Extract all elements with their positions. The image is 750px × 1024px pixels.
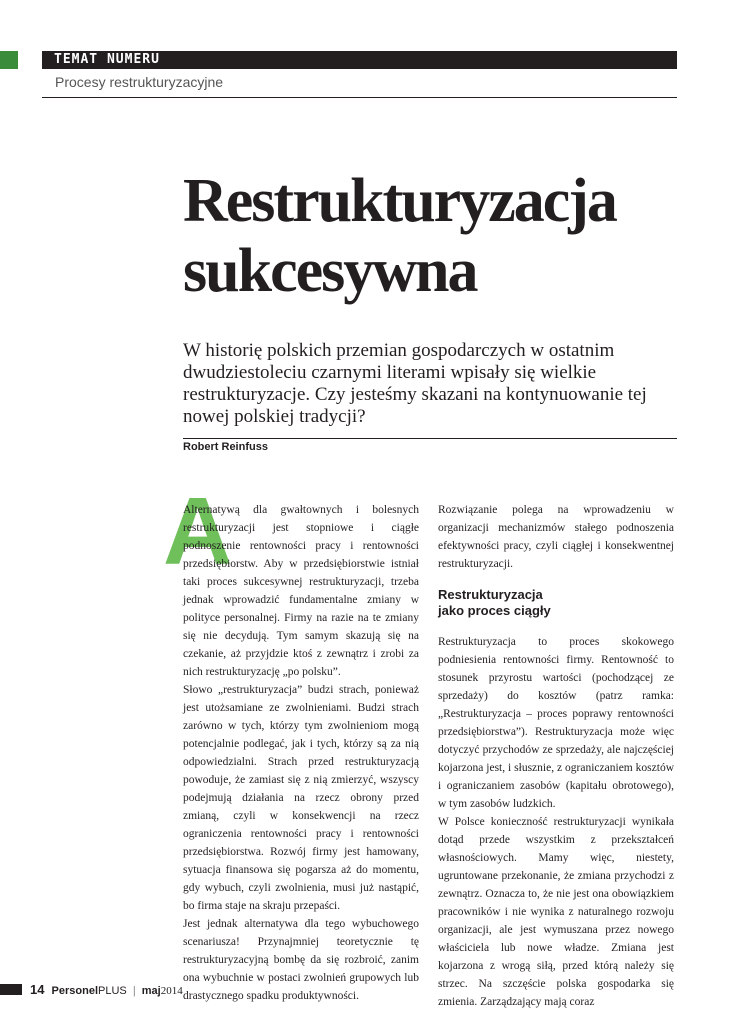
subheading-line-1: Restrukturyzacja	[438, 587, 543, 602]
issue-month: maj	[141, 985, 161, 997]
issue-year: 2014	[160, 985, 183, 997]
section-color-tab	[0, 51, 18, 69]
subheading-line-2: jako proces ciągły	[438, 603, 551, 618]
body-paragraph: Rozwiązanie polega na wprowadzeniu w organizacji mechanizmów stałego podnoszenia efektywności pracy, czyli ciągłej i konsekwentnej restrukturyzacji.	[438, 504, 674, 570]
magazine-name-part-1: Personel	[51, 985, 98, 997]
drop-cap: A	[163, 478, 233, 585]
section-header-bar	[42, 51, 677, 69]
article-column-right	[438, 501, 674, 1011]
body-paragraph: Jest jednak alternatywa dla tego wybuchowego scenariusza! Przynajmniej teoretycznie tę restrukturyzacyjną bombę da się rozbroić, zanim ona wybuchnie w postaci zwolnień grupowych lub drastycznego spadku produktywności.	[183, 918, 419, 1002]
body-paragraph: Alternatywą dla gwałtownych i bolesnych restrukturyzacji jest stopniowe i ciągłe podnoszenie rentowności pracy i rentowności przedsiębiorstw. Aby w przedsiębiorstwie istniał taki proces sukcesywnej restrukturyzacji, trzeba jednak wprowadzić fundamentalne zmiany w polityce personalnej. Firmy na razie na te zmiany się nie decydują. Tym samym skazują się na czekanie, aż przyjdzie ktoś z zewnątrz i zrobi za nich restrukturyzację „po polsku”.	[183, 504, 419, 678]
lead-divider	[183, 438, 677, 439]
header-divider	[42, 97, 677, 98]
page-footer	[30, 982, 183, 999]
magazine-name-part-2: PLUS	[98, 985, 127, 997]
article-lead: W historię polskich przemian gospodarczych w ostatnim dwudziestoleciu czarnymi literami wpisały się wielkie restrukturyzacje. Czy jesteśmy skazani na kontynuowanie tej nowej polskiej tradycji?	[183, 340, 647, 427]
body-paragraph: W Polsce konieczność restrukturyzacji wynikała dotąd przede wszystkim z przekształceń własnościowych. Mamy więc, niestety, ugruntowane przekonanie, że zmiana przychodzi z zewnątrz. Oznacza to, że nie jest ona obowiązkiem pracowników i nie wynika z naturalnego rozwoju organizacji, ale jest wymuszana przez nowego właściciela lub nowe władze. Zmiana jest kojarzona z wrogą siłą, przed którą należy się strzec. Na szczęście polska gospodarka się zmienia. Zarządzający mają coraz	[438, 816, 674, 1008]
footer-separator: |	[132, 985, 136, 997]
article-title	[183, 166, 616, 306]
title-line-2: sukcesywna	[183, 237, 477, 305]
section-subheading	[438, 587, 674, 619]
body-paragraph: Słowo „restrukturyzacja” budzi strach, ponieważ jest utożsamiane ze zwolnieniami. Budzi strach zarówno w tych, którzy tym zwolnieniom mogą potencjalnie podlegać, jak i tych, którzy są za nią odpowiedzialni. Strach przed restrukturyzacją powoduje, że zamiast się z nią zmierzyć, wszyscy podejmują działania na rzecz obrony przed zmianą, czyli w konsekwencji na rzecz ograniczenia rentowności pracy i rentowności przedsiębiorstwa. Rozwój firmy jest hamowany, sytuacja finansowa się pogarsza aż do momentu, gdy wybuch, czyli zwolnienia, musi już nastąpić, bo firma staje na skraju przepaści.	[183, 684, 419, 912]
article-author: Robert Reinfuss	[183, 441, 268, 453]
page-number: 14	[30, 982, 45, 997]
footer-marker	[0, 984, 22, 995]
body-paragraph: Restrukturyzacja to proces skokowego podniesienia rentowności firmy. Rentowność to stosunek przyrostu wartości (pochodzącej ze sprzedaży) do kosztów (patrz ramka: „Restrukturyzacja – proces poprawy rentowności przedsiębiorstwa”). Restrukturyzacja może więc dotyczyć przychodów ze sprzedaży, ale najczęściej kojarzona jest, i słusznie, z ograniczaniem kosztów i ograniczaniem zasobów (kapitału obrotowego), w tym zasobów ludzkich.	[438, 636, 674, 810]
section-subtitle: Procesy restrukturyzacyjne	[55, 74, 224, 90]
title-line-1: Restrukturyzacja	[183, 167, 616, 235]
article-column-left	[183, 501, 419, 1005]
section-label: TEMAT NUMERU	[54, 52, 160, 67]
